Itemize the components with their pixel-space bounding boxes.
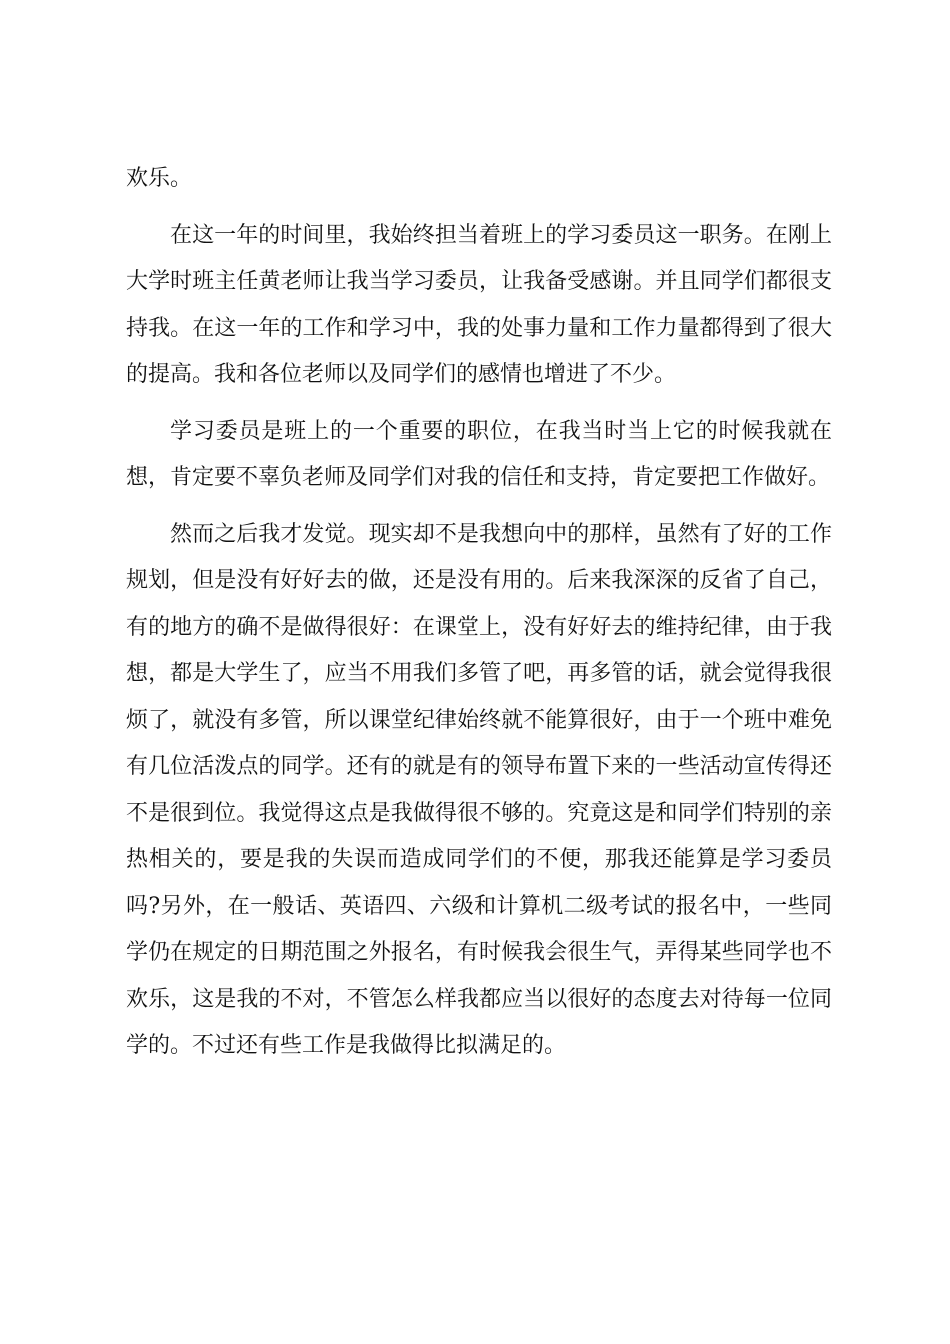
body-text [126, 156, 832, 1080]
paragraph: 然而之后我才发觉。现实却不是我想向中的那样，虽然有了好的工作规划，但是没有好好去的做，还是没有用的。后来我深深的反省了自己，有的地方的确不是做得很好：在课堂上，没有好好去的维持纪律，由于我想，都是大学生了，应当不用我们多管了吧，再多管的话，就会觉得我很烦了，就没有多管，所以课堂纪律始终就不能算很好，由于一个班中难免有几位活泼点的同学。还有的就是有的领导布置下来的一些活动宣传得还不是很到位。我觉得这点是我做得很不够的。究竟这是和同学们特别的亲热相关的，要是我的失误而造成同学们的不便，那我还能算是学习委员吗?另外，在一般话、英语四、六级和计算机二级考试的报名中，一些同学仍在规定的日期范围之外报名，有时候我会很生气，弄得某些同学也不欢乐，这是我的不对，不管怎么样我都应当以很好的态度去对待每一位同学的。不过还有些工作是我做得比拟满足的。 [126, 521, 832, 1058]
paragraph: 在这一年的时间里，我始终担当着班上的学习委员这一职务。在刚上大学时班主任黄老师让我当学习委员，让我备受感谢。并且同学们都很支持我。在这一年的工作和学习中，我的处事力量和工作力量都得到了很大的提高。我和各位老师以及同学们的感情也增进了不少。 [126, 222, 832, 387]
paragraph: 学习委员是班上的一个重要的职位，在我当时当上它的时候我就在想，肯定要不辜负老师及同学们对我的信任和支持，肯定要把工作做好。 [126, 418, 832, 490]
paragraph-continued: 欢乐。 [126, 166, 193, 191]
